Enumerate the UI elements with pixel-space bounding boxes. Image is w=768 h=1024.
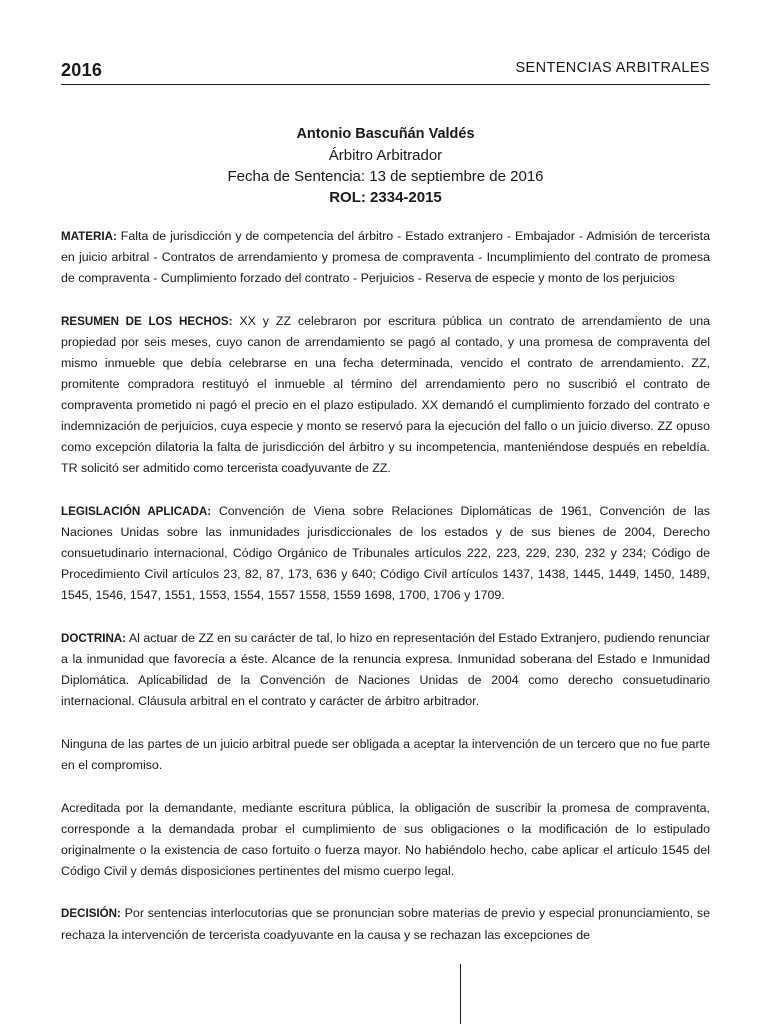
column-divider — [460, 964, 461, 1024]
arbitrator-name: Antonio Bascuñán Valdés — [296, 126, 475, 142]
resumen-label: RESUMEN DE LOS HECHOS: — [61, 314, 233, 328]
materia-paragraph — [61, 226, 710, 289]
header-year: 2016 — [61, 60, 103, 80]
running-header — [61, 58, 710, 84]
acreditada-paragraph: Acreditada por la demandante, mediante escritura pública, la obligación de suscribir la promesa de compraventa, corresponde a la demandada probar el cumplimiento de sus obligaciones o la modificación de lo estipulado originalmente o la existencia de caso fortuito o fuerza mayor. No habiéndolo hecho, cabe aplicar el artículo 1545 del Código Civil y demás disposiciones pertinentes del mismo cuerpo legal. — [61, 800, 710, 878]
legislacion-text: Convención de Viena sobre Relaciones Diplomáticas de 1961, Convención de las Naciones Unidas sobre las inmunidades jurisdiccionales de los estados y de sus bienes de 2004, Derecho consuetudinario internacional, Código Orgánico de Tribunales artículos 222, 223, 229, 230, 232 y 234; Código de Procedimiento Civil artículos 23, 82, 87, 173, 636 y 640; Código Civil artículos 1437, 1438, 1445, 1449, 1450, 1489, 1545, 1546, 1547, 1551, 1553, 1554, 1557 1558, 1559 1698, 1700, 1706 y 1709. — [61, 504, 710, 603]
case-rol: ROL: 2334-2015 — [329, 189, 442, 206]
materia-label: MATERIA: — [61, 230, 117, 243]
decision-text: Por sentencias interlocutorias que se pronuncian sobre materias de previo y especial pronunciamiento, se rechaza la intervención de tercerista coadyuvante en la causa y se rechazan las excepciones de — [61, 906, 710, 942]
doctrina-paragraph — [61, 628, 710, 712]
decision-label: DECISIÓN: — [61, 907, 121, 921]
header-divider — [61, 84, 710, 85]
arbitrator-role: Árbitro Arbitrador — [328, 147, 443, 164]
sentence-date: Fecha de Sentencia: 13 de septiembre de 2016 — [227, 168, 544, 185]
third-party-paragraph: Ninguna de las partes de un juicio arbitral puede ser obligada a aceptar la intervención de un tercero que no fue parte en el compromiso. — [61, 736, 710, 772]
legislacion-label: LEGISLACIÓN APLICADA: — [61, 505, 212, 519]
doctrina-text: Al actuar de ZZ en su carácter de tal, lo hizo en representación del Estado Extranjero, pudiendo renunciar a la inmunidad que favorecía a éste. Alcance de la renuncia expresa. Inmunidad soberana del Estado e Inmunidad Diplomática. Aplicabilidad de la Convención de Naciones Unidas de 2004 como derecho consuetudinario internacional. Cláusula arbitral en el contrato y carácter de árbitro arbitrador. — [61, 631, 710, 709]
document-body — [61, 226, 710, 967]
decision-paragraph — [61, 903, 710, 945]
materia-text: Falta de jurisdicción y de competencia del árbitro - Estado extranjero - Embajador - Admisión de tercerista en juicio arbitral - Contratos de arrendamiento y promesa de compraventa - Incumplimiento del contrato de promesa de compraventa - Cumplimiento forzado del contrato - Perjuicios - Reserva de especie y monto de los perjuicios — [61, 229, 710, 286]
resumen-text: XX y ZZ celebraron por escritura pública un contrato de arrendamiento de una propiedad por seis meses, cuyo canon de arrendamiento se pagó al contado, y una promesa de compraventa del mismo inmueble que debía celebrarse en una fecha determinada, vencido el contrato de arrendamiento. ZZ, promitente compradora restituyó el inmueble al término del arrendamiento pero no suscribió el contrato de compraventa prometido ni pagó el precio en el plazo estipulado. XX demandó el cumplimiento forzado del contrato e indemnización de perjuicios, cuya especie y monto se reservó para la ejecución del fallo o un juicio diverso. ZZ opuso como excepción dilatoria la falta de jurisdicción del árbitro y su incompetencia, manteniéndose después en rebeldía. TR solicitó ser admitido como tercerista coadyuvante de ZZ. — [61, 313, 710, 476]
header-section-title: SENTENCIAS ARBITRALES — [515, 60, 710, 76]
resumen-paragraph — [61, 311, 710, 480]
legislacion-paragraph — [61, 501, 710, 606]
title-block — [61, 124, 710, 208]
doctrina-label: DOCTRINA: — [61, 632, 127, 645]
